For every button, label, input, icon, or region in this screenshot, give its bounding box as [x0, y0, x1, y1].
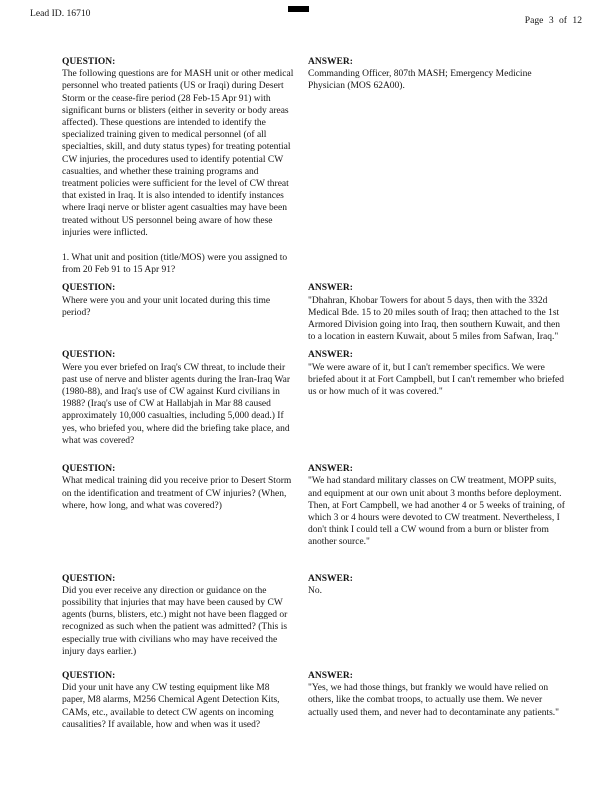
- question-text: Were you ever briefed on Iraq's CW threat, to include their past use of nerve and blister agents during the Iran-Iraq War (1980-88), and Iraq's use of CW against Kurd civilians in 1988? (Iraq's use of CW at Hallabjah in Mar 88 caused approximately 10,000 casualties, including 5,000 dead.) If yes, who briefed you, where did the briefing take place, and what was covered?: [62, 362, 291, 446]
- question-block: [62, 56, 294, 276]
- question-text: The following questions are for MASH unit or other medical personnel who treated patients (US or Iraqi) during Desert Storm or the cease-fire period (28 Feb-15 Apr 91) with significant burns or blisters (either in severity or body areas affected). These questions are intended to identify the specialized training given to medical personnel (of all specialties, skill, and duty status types) for treating potential CW injuries, the procedures used to identify potential CW casualties, and whether these training programs and treatment policies were sufficient for the level of CW threat that existed in Iraq. It is also intended to identify instances where Iraqi nerve or blister agent casualties may have been treated without US personnel being aware of how these injuries were inflicted.: [62, 69, 294, 238]
- question-text: Did you ever receive any direction or guidance on the possibility that injuries that may have been caused by CW agents (burns, blisters, etc.) might not have been flagged or recognized as such when the patient was admitted? (This is especially true with civilians who may have received the injury days earlier.): [62, 585, 288, 657]
- question-block: [62, 282, 294, 343]
- answer-label: ANSWER:: [308, 464, 353, 475]
- question-text: Did your unit have any CW testing equipment like M8 paper, M8 alarms, M256 Chemical Agent Detection Kits, CAMs, etc., available to detect CW agents on incoming causalities? If available, how and when was it used?: [62, 683, 280, 730]
- question-label: QUESTION:: [62, 464, 116, 475]
- answer-text: "Yes, we had those things, but frankly we would have relied on others, like the combat troops, to actually use them. We never actually used them, and never had to decontaminate any patients.": [308, 683, 560, 718]
- question-block: [62, 349, 294, 447]
- question-label: QUESTION:: [62, 350, 116, 361]
- qa-row: [62, 670, 566, 731]
- qa-row: [62, 56, 566, 276]
- answer-label: ANSWER:: [308, 670, 353, 681]
- page-number: Page 3 of 12: [524, 15, 582, 26]
- answer-label: ANSWER:: [308, 57, 353, 67]
- qa-row: [62, 349, 566, 447]
- qa-row: [62, 463, 566, 548]
- lead-id: Lead ID. 16710: [30, 8, 91, 19]
- answer-text: "Dhahran, Khobar Towers for about 5 days, then with the 332d Medical Bde. 15 to 20 miles south of Iraq; then attached to the 1st Armored Division going into Iraq, then southern Kuwait, and then to a location in eastern Kuwait, about 5 miles from Safwan, Iraq.": [308, 295, 560, 343]
- question-label: QUESTION:: [62, 670, 116, 681]
- answer-label: ANSWER:: [308, 573, 353, 584]
- question-item-1: 1. What unit and position (title/MOS) were you assigned to from 20 Feb 91 to 15 Apr 91?: [62, 253, 288, 276]
- answer-label: ANSWER:: [308, 350, 353, 361]
- answer-block: [308, 670, 566, 731]
- redaction-mark: [288, 6, 309, 12]
- answer-text: "We had standard military classes on CW treatment, MOPP suits, and equipment at our own unit about 3 months before deployment. Then, at Fort Campbell, we had another 4 or 5 weeks of training, of which 3 or 4 hours were devoted to CW treatment. Nevertheless, I don't think I could tell a CW wound from a burn or blister from another source.": [308, 476, 565, 548]
- answer-block: [308, 56, 566, 276]
- answer-block: [308, 349, 566, 447]
- question-block: [62, 573, 294, 658]
- question-label: QUESTION:: [62, 57, 116, 67]
- answer-text: "We were aware of it, but I can't remember specifics. We were briefed about it at Fort Campbell, but I can't remember who briefed us or how much of it was covered.": [308, 362, 565, 398]
- qa-row: [62, 573, 566, 658]
- answer-text: No.: [308, 585, 322, 596]
- qa-content: [62, 56, 566, 731]
- answer-label: ANSWER:: [308, 283, 353, 294]
- answer-block: [308, 573, 566, 658]
- qa-row: [62, 282, 566, 343]
- answer-text: Commanding Officer, 807th MASH; Emergency Medicine Physician (MOS 62A00).: [308, 69, 532, 92]
- question-text: Where were you and your unit located during this time period?: [62, 295, 271, 318]
- answer-block: [308, 463, 566, 548]
- question-label: QUESTION:: [62, 283, 116, 294]
- question-block: [62, 463, 294, 548]
- question-block: [62, 670, 294, 731]
- question-text: What medical training did you receive prior to Desert Storm on the identification and treatment of CW injuries? (When, where, how long, and what was covered?): [62, 476, 292, 511]
- question-label: QUESTION:: [62, 573, 116, 584]
- answer-block: [308, 282, 566, 343]
